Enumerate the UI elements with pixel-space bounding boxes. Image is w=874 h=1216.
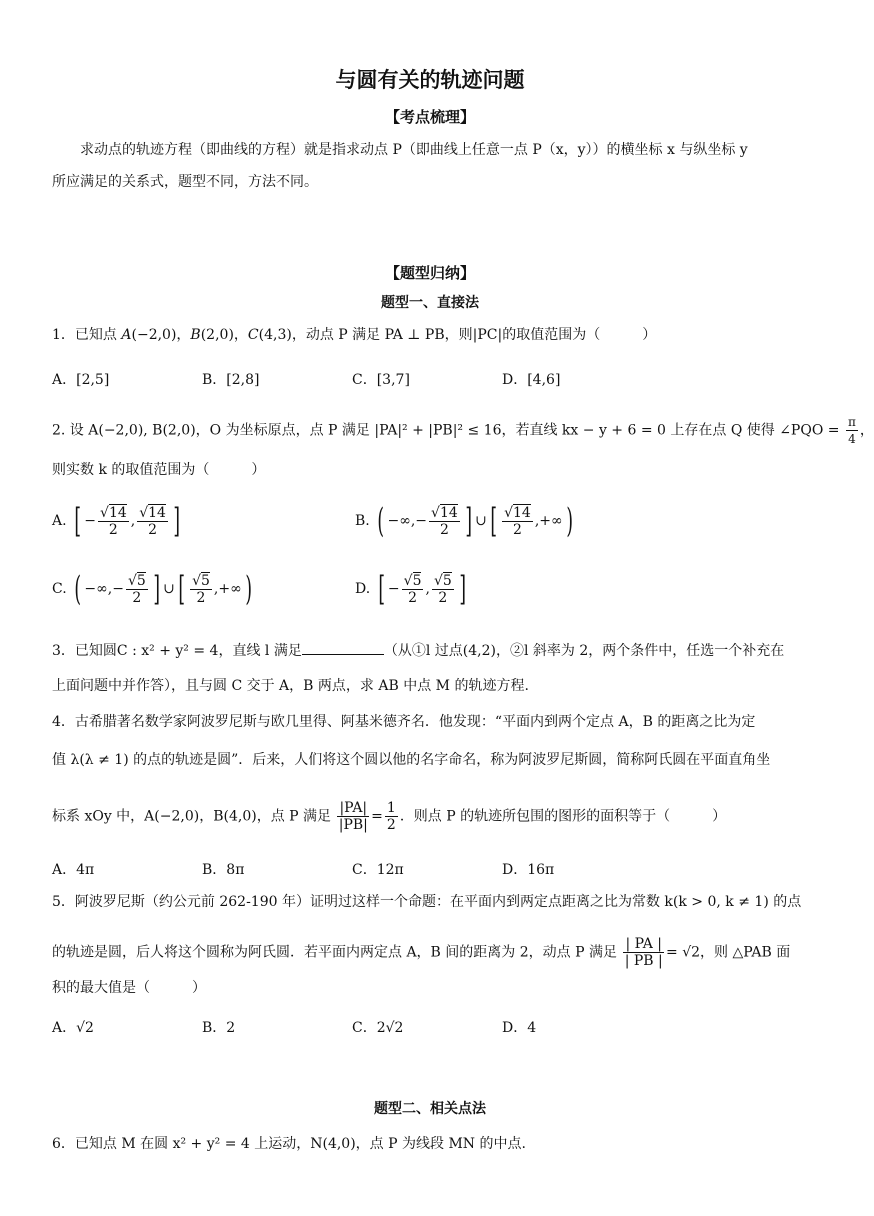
question-2-text: 2. 设 A(−2,0), B(2,0)，O 为坐标原点，点 P 满足 |PA|² + |PB|² ≤ 16，若直线 kx − y + 6 = 0 上存在点 Q 使得 ∠PQO = [52, 422, 840, 439]
type-heading-related-point-method: 题型二、相关点法 [374, 1101, 486, 1117]
question-4-line-2: 值 λ(λ ≠ 1) 的点的轨迹是圆”．后来，人们将这个圆以他的名字命名，称为阿波罗尼斯圆，简称阿氏圆在平面直角坐 [52, 752, 771, 768]
question-1-text: ，动点 P 满足 PA ⊥ PB，则|PC|的取值范围为（ ） [291, 327, 657, 343]
question-5-option-b: B．2 [202, 1020, 236, 1036]
question-4-option-a: A．4π [52, 862, 95, 878]
question-2-option-d: D. [ − $\frac{√5}{2}$ , $\frac{√5}{2}$ ] [355, 569, 466, 609]
question-1 [52, 325, 656, 345]
question-5-option-c: C．2√2 [352, 1020, 404, 1036]
answer-blank[interactable] [302, 640, 384, 655]
page-title: 与圆有关的轨迹问题 [335, 67, 525, 92]
question-1-option-c: C．[3,7] [352, 372, 410, 388]
question-1-option-d: D．[4,6] [502, 372, 561, 388]
question-4-ratio-fraction: $\frac{|PA|}{|PB|}$ [338, 800, 368, 833]
section-heading-key-points: 【考点梳理】 [384, 108, 475, 126]
question-5-line-1: 5．阿波罗尼斯（约公元前 262-190 年）证明过这样一个命题：在平面内到两定点距离之比为常数 k(k > 0, k ≠ 1) 的点 [52, 894, 802, 910]
question-5-option-a: A．√2 [52, 1020, 94, 1036]
question-2-option-b: B. ( −∞,− $\frac{√14}{2}$ ] ∪[ $\frac{√14}{2}$ ,+∞) [355, 501, 573, 541]
question-4-line-3: 标系 xOy 中，A(−2,0)，B(4,0)，点 P 满足 $\frac{|PA|}{|PB|}$ = $\frac{1}{2}$ ．则点 P 的轨迹所包围的图形的面积等于（ ） [52, 800, 727, 833]
question-1-points: A(−2,0)，B(2,0)，C(4,3) [121, 327, 292, 343]
question-2-line-2: 则实数 k 的取值范围为（ ） [52, 462, 266, 478]
question-3-line-1: 3．已知圆C : x² + y² = 4，直线 l 满足 （从①l 过点(4,2)，②l 斜率为 2，两个条件中，任选一个补充在 [52, 640, 784, 661]
intro-line-1: 求动点的轨迹方程（即曲线的方程）就是指求动点 P（即曲线上任意一点 P（x，y））的横坐标 x 与纵坐标 y [80, 142, 748, 158]
question-4-option-d: D．16π [502, 862, 555, 878]
question-2-option-c: C. ( −∞,− $\frac{√5}{2}$ ] ∪[ $\frac{√5}{2}$ ,+∞) [52, 569, 252, 609]
question-1-option-a: A．[2,5] [52, 372, 110, 388]
type-heading-direct-method: 题型一、直接法 [381, 295, 479, 311]
question-5-line-2: 的轨迹是圆，后人将这个圆称为阿氏圆．若平面内两定点 A，B 间的距离为 2，动点 P 满足 $\frac{| PA |}{| PB |}$ = √2，则 △PAB 面 [52, 936, 791, 969]
question-3-line-2: 上面问题中并作答），且与圆 C 交于 A，B 两点，求 AB 中点 M 的轨迹方程. [52, 678, 529, 694]
question-4-line-1: 4．古希腊著名数学家阿波罗尼斯与欧几里得、阿基米德齐名．他发现：“平面内到两个定点 A，B 的距离之比为定 [52, 714, 756, 730]
question-6-line-1: 6．已知点 M 在圆 x² + y² = 4 上运动，N(4,0)，点 P 为线段 MN 的中点. [52, 1136, 526, 1152]
question-5-option-d: D．4 [502, 1020, 537, 1036]
question-5-ratio-fraction: $\frac{| PA |}{| PB |}$ [624, 936, 663, 969]
question-2-line-1: 2. 设 A(−2,0), B(2,0)，O 为坐标原点，点 P 满足 |PA|² + |PB|² ≤ 16，若直线 kx − y + 6 = 0 上存在点 Q 使得 ∠PQO = $\frac{\pi}{4}$ ， [52, 415, 874, 446]
section-heading-question-types: 【题型归纳】 [384, 264, 475, 282]
question-4-option-c: C．12π [352, 862, 404, 878]
question-1-option-b: B．[2,8] [202, 372, 260, 388]
question-1-number: 1．已知点 [52, 327, 117, 343]
question-2-angle-fraction: $\frac{\pi}{4}$ [847, 415, 856, 446]
question-4-option-b: B．8π [202, 862, 245, 878]
intro-line-2: 所应满足的关系式，题型不同，方法不同。 [52, 174, 318, 190]
question-5-line-3: 积的最大值是（ ） [52, 980, 206, 996]
question-2-option-a: A. [ − $\frac{√14}{2}$ , $\frac{√14}{2}$ ] [52, 501, 180, 541]
